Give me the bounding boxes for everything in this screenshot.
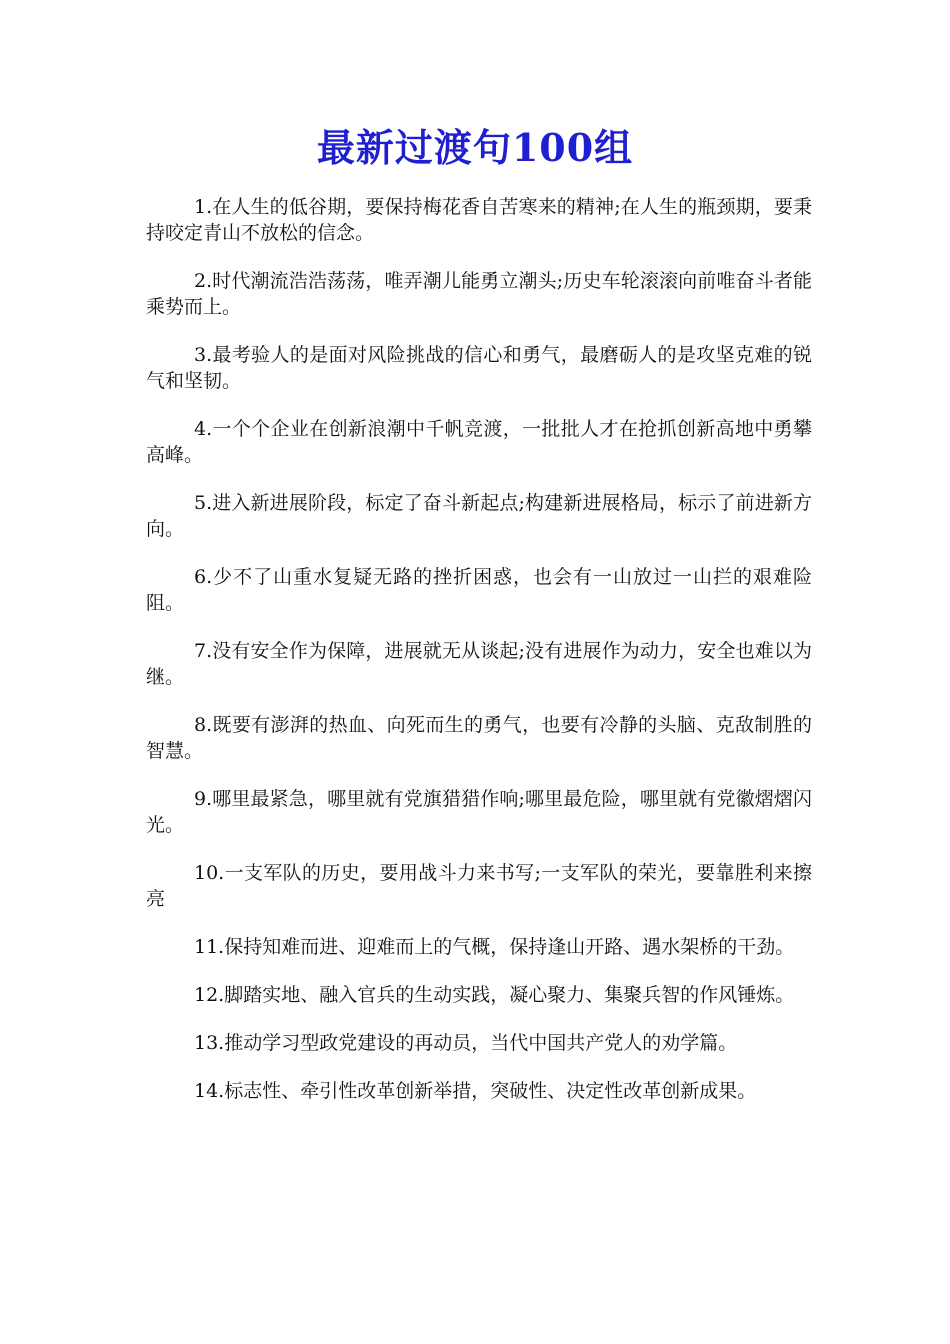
document-body [146,194,812,1126]
paragraph-9: 9.哪里最紧急，哪里就有党旗猎猎作响;哪里最危险，哪里就有党徽熠熠闪光。 [146,788,812,836]
paragraph-11: 11.保持知难而进、迎难而上的气概，保持逢山开路、遇水架桥的干劲。 [194,936,795,958]
paragraph-6: 6.少不了山重水复疑无路的挫折困惑，也会有一山放过一山拦的艰难险阻。 [146,566,812,614]
paragraph-8: 8.既要有澎湃的热血、向死而生的勇气，也要有冷静的头脑、克敌制胜的智慧。 [146,714,812,762]
paragraph-1: 1.在人生的低谷期，要保持梅花香自苦寒来的精神;在人生的瓶颈期，要秉持咬定青山不放松的信念。 [146,196,812,244]
paragraph-12: 12.脚踏实地、融入官兵的生动实践，凝心聚力、集聚兵智的作风锤炼。 [194,984,795,1006]
paragraph-13: 13.推动学习型政党建设的再动员，当代中国共产党人的劝学篇。 [194,1032,738,1054]
paragraph-10: 10.一支军队的历史，要用战斗力来书写;一支军队的荣光，要靠胜利来擦亮 [146,862,812,910]
paragraph-14: 14.标志性、牵引性改革创新举措，突破性、决定性改革创新成果。 [194,1080,757,1102]
paragraph-3: 3.最考验人的是面对风险挑战的信心和勇气，最磨砺人的是攻坚克难的锐气和坚韧。 [146,344,812,392]
paragraph-2: 2.时代潮流浩浩荡荡，唯弄潮儿能勇立潮头;历史车轮滚滚向前唯奋斗者能乘势而上。 [146,270,812,318]
paragraph-5: 5.进入新进展阶段，标定了奋斗新起点;构建新进展格局，标示了前进新方向。 [146,492,812,540]
document-title: 最新过渡句100组 [316,125,634,170]
paragraph-7: 7.没有安全作为保障，进展就无从谈起;没有进展作为动力，安全也难以为继。 [146,640,812,688]
paragraph-4: 4.一个个企业在创新浪潮中千帆竞渡，一批批人才在抢抓创新高地中勇攀高峰。 [146,418,812,466]
